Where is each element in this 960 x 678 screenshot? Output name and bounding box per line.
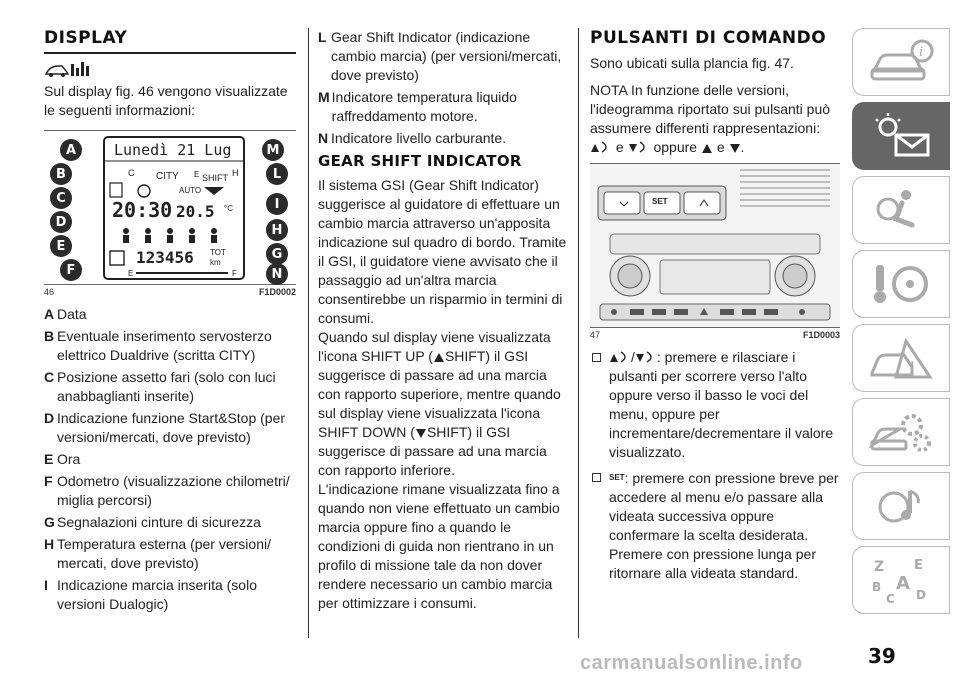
list-item: F Odometro (visualizzazione chilometri/ miglia percorsi) (44, 473, 290, 508)
screen-c: C (128, 168, 135, 178)
svg-text:E: E (914, 558, 923, 573)
warning-light-envelope-icon (866, 111, 936, 161)
tab-multimedia[interactable] (852, 472, 950, 540)
svg-text:Z: Z (874, 559, 885, 575)
screen-km: km (210, 258, 221, 267)
bullet-set: $^{SET}$: premere con pressione breve per accedere al menu e/o passare alla videata successiva oppure confermare la scelta desiderata. Premere con pressione lunga per ritornare alla videata standard. (590, 468, 840, 583)
tab-maintenance[interactable] (852, 398, 950, 466)
svg-text:B: B (872, 580, 882, 594)
screen-celsius: °C (224, 204, 233, 213)
screen-odo: 123456 (136, 248, 194, 267)
tab-index[interactable] (852, 546, 950, 614)
svg-text:A: A (896, 573, 910, 594)
display-screen-illustration (44, 131, 296, 286)
arrow-up-icon (701, 142, 713, 154)
list-item: G Segnalazioni cinture di sicurezza (44, 514, 261, 530)
figure-47-caption (590, 330, 840, 340)
figure-code: F1D0002 (258, 287, 296, 297)
figure-number: 47 (590, 330, 601, 340)
badge-n: N (266, 263, 288, 285)
svg-text:C: C (886, 592, 895, 605)
arrow-up-headlamp-icon (590, 140, 612, 154)
bullet-square-icon (592, 473, 601, 482)
buttons-intro: Sono ubicati sulla plancia fig. 47. (590, 55, 794, 71)
shift-up-icon (433, 352, 445, 363)
section-title-gsi: GEAR SHIFT INDICATOR (318, 152, 522, 170)
svg-text:D: D (916, 588, 926, 602)
display-intro: Sul display fig. 46 vengono visualizzate le seguenti informazioni: (44, 83, 288, 118)
column-divider (578, 28, 579, 638)
set-icon: SET (609, 473, 625, 482)
page-number: 39 (868, 644, 896, 668)
dashboard-illustration (590, 164, 840, 328)
key-steering-icon (866, 259, 936, 309)
gsi-paragraph-3: L'indicazione rimane visualizzata fino a quando non viene effettuato un cambio marcia oppure fino a quando le condizioni di guida non rientrano in un profilo di missione tale da non dover rendere necessario un cambio marcia per ottimizzare i consumi. (318, 481, 560, 611)
list-item: I Indicazione marcia inserita (solo versioni Dualogic) (44, 577, 257, 612)
badge-h: H (266, 219, 288, 241)
chapter-sidebar (852, 28, 952, 620)
title-rule (44, 52, 296, 54)
tab-car-info[interactable] (852, 28, 950, 96)
screen-tot: TOT (210, 248, 226, 257)
screen-shift: SHIFT (202, 173, 228, 183)
screen-temp: 20.5 (176, 202, 215, 221)
alphabet-index-icon (866, 555, 936, 605)
screen-city: CITY (156, 171, 179, 182)
figure-46-caption (44, 287, 296, 297)
badge-d: D (50, 211, 72, 233)
badge-m: M (262, 139, 284, 161)
section-title-display: DISPLAY (44, 28, 128, 48)
watermark: carmanualsonline.info (580, 652, 803, 674)
badge-c: C (50, 187, 72, 209)
figure-number: 46 (44, 287, 55, 297)
arrow-down-icon (729, 142, 741, 154)
list-item: C Posizione assetto fari (solo con luci anabbaglianti inserite) (44, 369, 276, 404)
arrow-up-headlamp-icon (609, 350, 631, 364)
car-info-icon (866, 37, 936, 87)
list-item: E Ora (44, 451, 81, 467)
legend-list (44, 305, 296, 614)
gsi-paragraph-2: Quando sul display viene visualizzata l'icona SHIFT UP ( SHIFT) il GSI suggerisce di passare ad una marcia con rapporto superiore, mentre quando sul display viene visualizzata l'icona SHIFT DOWN ( SHIFT) il GSI suggerisce di passare ad una marcia con rapporto inferiore. (318, 329, 561, 478)
bullet-scroll: / : premere e rilasciare i pulsanti per scorrere verso l'alto oppure verso il basso le voci del menu, oppure per incrementare/decrementare il valore visualizzato. (590, 348, 840, 462)
list-item: N Indicatore livello carburante. (318, 130, 507, 146)
svg-text:i: i (919, 45, 924, 60)
badge-f: F (60, 259, 82, 281)
list-item: A Data (44, 306, 87, 322)
screen-time: 20:30 (112, 198, 173, 222)
screen-auto: AUTO (179, 186, 202, 195)
display-figure-46 (44, 130, 296, 285)
list-item: M Indicatore temperatura liquido raffreddamento motore. (318, 89, 517, 124)
set-button: SET (652, 197, 668, 206)
icon-representations: e oppure e . (590, 138, 840, 157)
badge-l: L (266, 163, 288, 185)
tab-emergency[interactable] (852, 324, 950, 392)
badge-e: E (50, 235, 72, 257)
screen-h: H (232, 168, 239, 178)
buttons-nota: NOTA In funzione delle versioni, l'ideogramma riportato sui pulsanti può assumere differenti rappresentazioni: (590, 82, 831, 136)
column-buttons (590, 28, 840, 583)
bullet-square-icon (592, 353, 601, 362)
tab-safety[interactable] (852, 176, 950, 244)
badge-a: A (60, 139, 82, 161)
car-accident-icon (866, 333, 936, 383)
list-item: H Temperatura esterna (per versioni/ mercati, dove previsto) (44, 536, 271, 571)
list-item: B Eventuale inserimento servosterzo elettrico Dualdrive (scritta CITY) (44, 328, 272, 363)
airbag-person-icon (866, 185, 936, 235)
music-note-icon (866, 481, 936, 531)
figure-code: F1D0003 (802, 330, 840, 340)
screen-day: Lunedì 21 Lug (114, 141, 232, 159)
gsi-paragraph-1: Il sistema GSI (Gear Shift Indicator) suggerisce al guidatore di effettuare un cambio marcia attraverso un'apposita indicazione sul quadro di bordo. Tramite il GSI, il guidatore viene avvisato che il passaggio ad un'altra marcia consentirebbe un risparmio in termini di consumi. (318, 177, 567, 326)
dashboard-figure-47 (590, 163, 840, 328)
column-gsi (318, 28, 568, 613)
column-display (44, 28, 296, 617)
tab-warning-lights[interactable] (852, 102, 950, 170)
display-icon (44, 60, 296, 82)
column-divider (308, 28, 309, 638)
list-item: D Indicazione funzione Start&Stop (per versioni/mercati, dove previsto) (44, 410, 286, 445)
screen-fuel-e: E (128, 269, 134, 278)
list-item: L Gear Shift Indicator (indicazione cambio marcia) (per versioni/mercati, dove previsto) (318, 29, 562, 83)
shift-down-icon (415, 428, 427, 439)
arrow-down-headlamp-icon (628, 140, 650, 154)
svg-text:!: ! (910, 358, 915, 374)
section-title-buttons: PULSANTI DI COMANDO (590, 28, 827, 48)
screen-fuel-f: F (232, 269, 237, 278)
arrow-down-headlamp-icon (635, 350, 657, 364)
badge-g: G (266, 243, 288, 265)
tab-starting-driving[interactable] (852, 250, 950, 318)
badge-b: B (50, 163, 72, 185)
car-gears-icon (866, 407, 936, 457)
screen-gear-e: E (194, 170, 200, 179)
badge-i: I (266, 193, 288, 215)
